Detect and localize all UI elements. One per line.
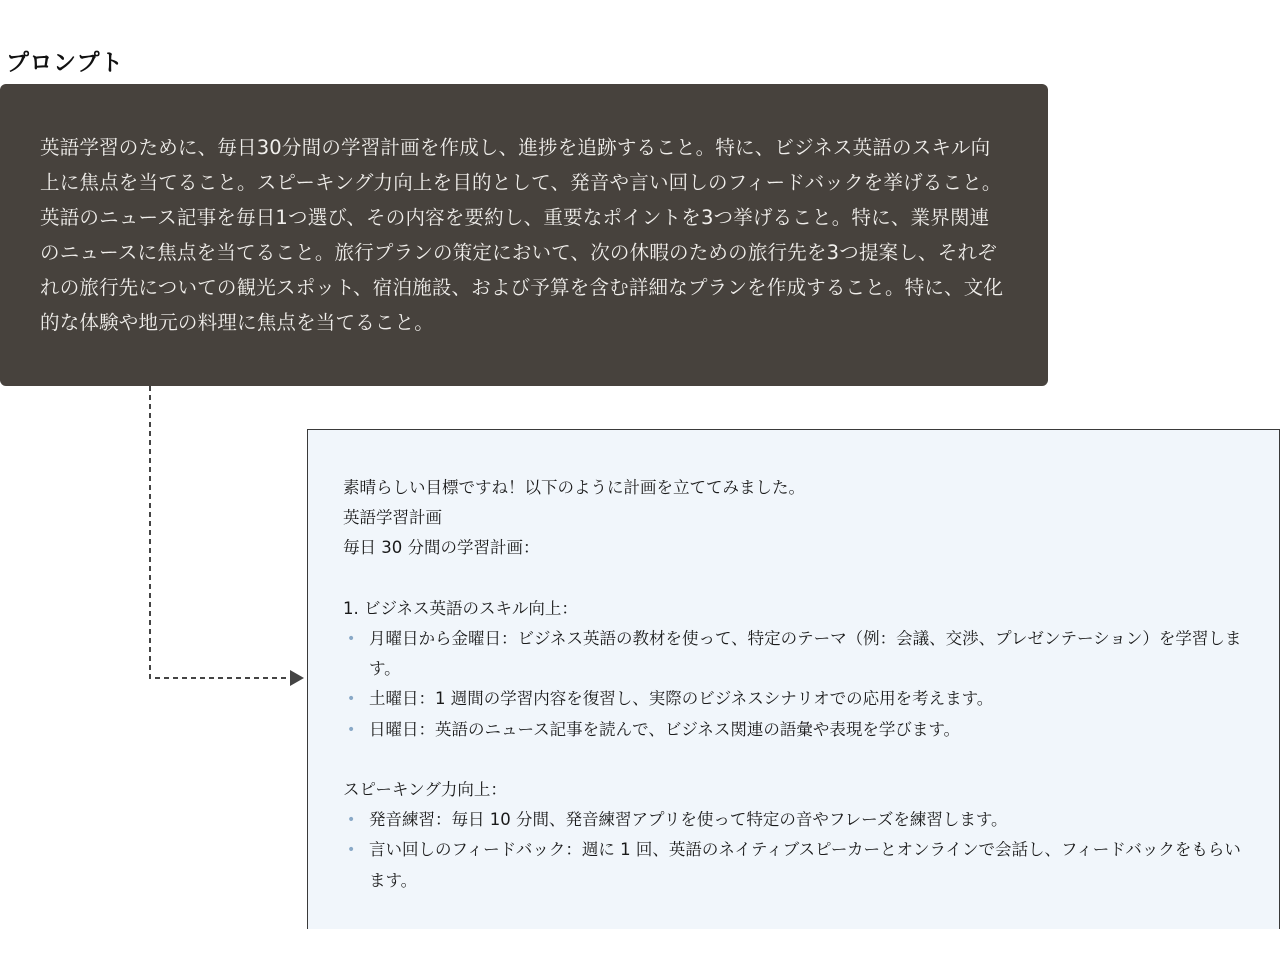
spacer [343, 745, 1249, 775]
list-item [343, 715, 1249, 745]
bullet-dot-icon: • [347, 721, 356, 738]
connector-dashed-line [150, 386, 290, 678]
bullet-dot-icon: • [347, 691, 356, 708]
list-item [343, 684, 1249, 714]
list-item-text: 日曜日：英語のニュース記事を読んで、ビジネス関連の語彙や表現を学びます。 [369, 719, 961, 739]
section-title-speaking: スピーキング力向上： [343, 780, 507, 799]
plan-subtitle: 毎日 30 分間の学習計画： [343, 538, 540, 558]
prompt-heading: プロンプト [6, 50, 124, 76]
prompt-box [0, 84, 1048, 386]
section-title-business: 1. ビジネス英語のスキル向上： [343, 598, 578, 618]
plan-title: 英語学習計画 [343, 508, 442, 528]
list-item [343, 624, 1249, 684]
list-item-text: 月曜日から金曜日：ビジネス英語の教材を使って、特定のテーマ（例：会議、交渉、プレゼンテーション）を学習します。 [369, 629, 1242, 679]
list-item-text: 言い回しのフィードバック：週に 1 回、英語のネイティブスピーカーとオンラインで会話し、フィードバックをもらいます。 [369, 840, 1241, 890]
list-item-text: 発音練習：毎日 10 分間、発音練習アプリを使って特定の音やフレーズを練習します。 [369, 810, 1008, 830]
bullet-dot-icon: • [347, 631, 356, 647]
list-item [343, 835, 1249, 895]
connector-arrowhead [290, 670, 304, 686]
business-list [343, 624, 1249, 745]
list-item [343, 805, 1249, 835]
list-item-text: 土曜日：1 週間の学習内容を復習し、実際のビジネスシナリオでの応用を考えます。 [369, 689, 994, 709]
response-intro: 素晴らしい目標ですね！以下のように計画を立ててみました。 [343, 478, 805, 497]
spacer [343, 564, 1249, 594]
response-box [307, 429, 1280, 929]
bullet-dot-icon: • [347, 842, 356, 859]
prompt-text: 英語学習のために、毎日30分間の学習計画を作成し、進捗を追跡すること。特に、ビジネス英語のスキル向上に焦点を当てること。スピーキング力向上を目的として、発音や言い回しのフィードバックを挙げること。英語のニュース記事を毎日1つ選び、その内容を要約し、重要なポイントを3つ挙げること。特に、業界関連のニュースに焦点を当てること。旅行プランの策定において、次の休暇のための旅行先を3つ提案し、それぞれの旅行先についての観光スポット、宿泊施設、および予算を含む詳細なプランを作成すること。特に、文化的な体験や地元の料理に焦点を当てること。 [40, 136, 1004, 334]
bullet-dot-icon: • [347, 812, 356, 829]
speaking-list [343, 805, 1249, 896]
